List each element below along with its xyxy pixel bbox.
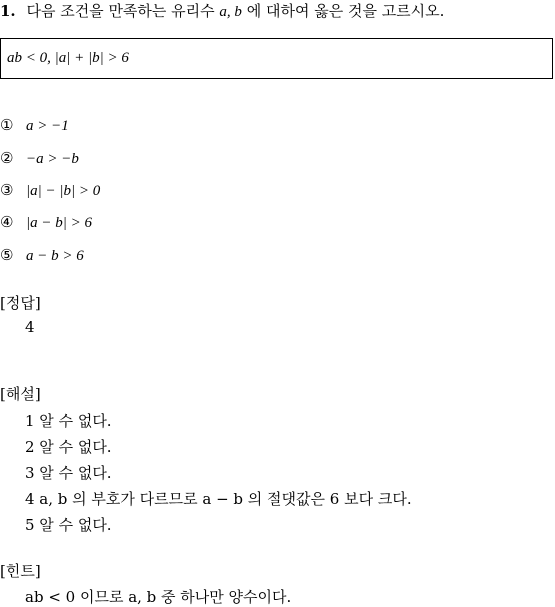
choice-4-mark: ④ — [0, 213, 14, 231]
choice-2[interactable] — [0, 149, 79, 168]
answer-value: 4 — [25, 318, 35, 336]
explanation-line-1: 1 알 수 없다. — [25, 412, 112, 430]
choice-5-text: a − b > 6 — [26, 248, 84, 264]
explanation-line-3: 3 알 수 없다. — [25, 464, 112, 482]
answer-heading: [정답] — [0, 294, 41, 312]
choice-2-mark: ② — [0, 149, 14, 167]
hint-heading: [힌트] — [0, 562, 41, 580]
choice-3[interactable] — [0, 181, 100, 200]
explanation-line-2: 2 알 수 없다. — [25, 438, 112, 456]
explanation-heading: [해설] — [0, 385, 41, 403]
hint-text: ab < 0 이므로 a, b 중 하나만 양수이다. — [25, 588, 292, 606]
choice-5-mark: ⑤ — [0, 246, 14, 264]
condition-text: ab < 0, |a| + |b| > 6 — [7, 50, 129, 66]
choice-3-mark: ③ — [0, 181, 14, 199]
choice-1[interactable] — [0, 116, 69, 135]
choice-1-mark: ① — [0, 116, 14, 134]
choice-1-text: a > −1 — [26, 118, 69, 134]
question-suffix: 에 대하여 옳은 것을 고르시오. — [246, 2, 445, 20]
choice-3-text: |a| − |b| > 0 — [26, 183, 101, 199]
question-number: 1. — [0, 2, 16, 20]
choice-4-text: |a − b| > 6 — [26, 215, 92, 231]
condition-box — [0, 38, 553, 79]
question-vars: a, b — [219, 4, 242, 20]
question-text — [0, 0, 444, 21]
explanation-line-4: 4 a, b 의 부호가 다르므로 a − b 의 절댓값은 6 보다 크다. — [25, 490, 412, 508]
choice-4[interactable] — [0, 213, 92, 232]
choice-2-text: −a > −b — [26, 151, 79, 167]
choice-5[interactable] — [0, 246, 84, 265]
explanation-line-5: 5 알 수 없다. — [25, 516, 112, 534]
question-prefix: 다음 조건을 만족하는 유리수 — [26, 2, 215, 20]
